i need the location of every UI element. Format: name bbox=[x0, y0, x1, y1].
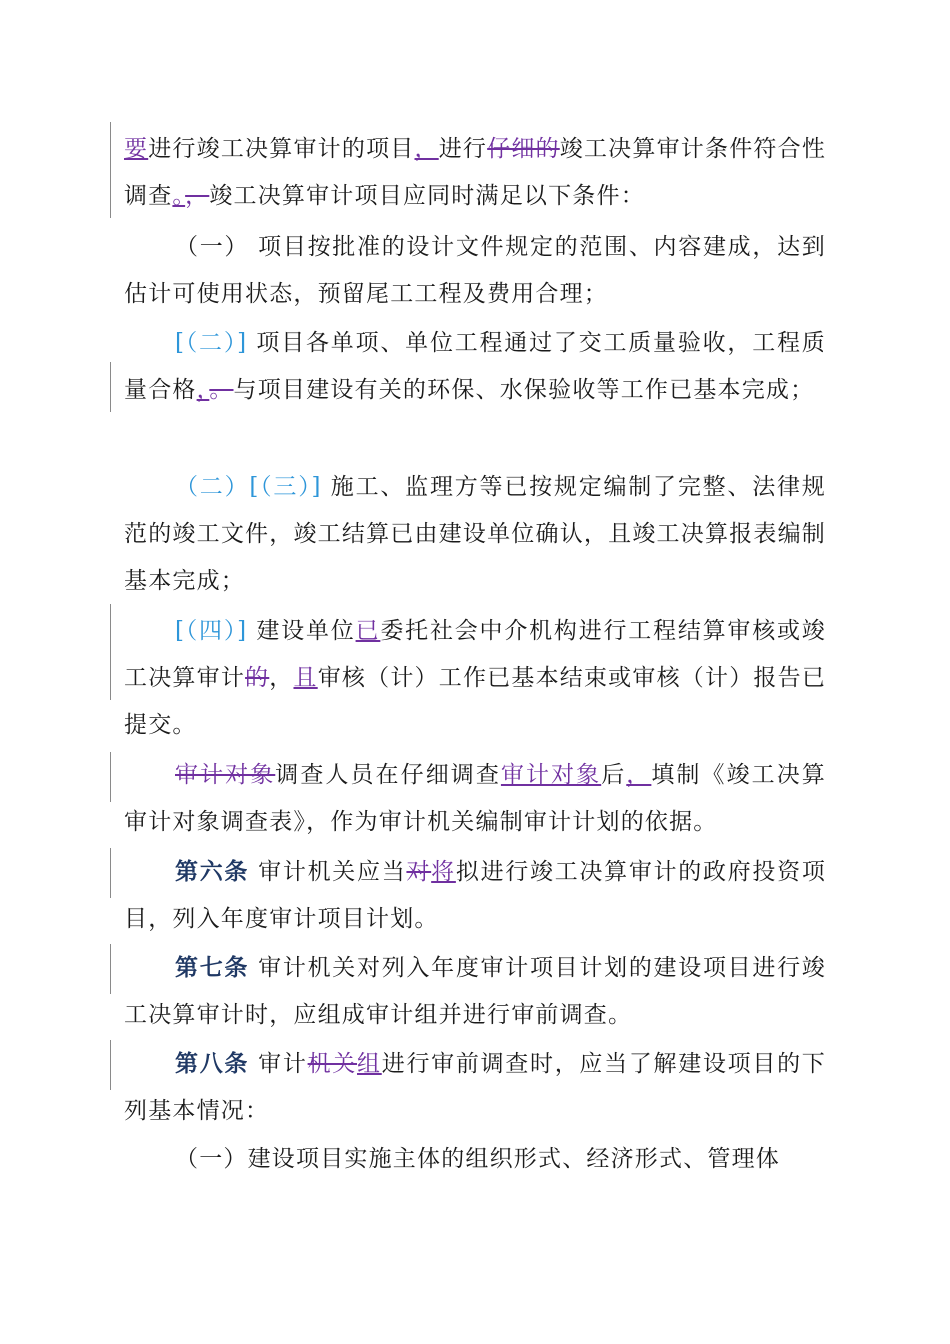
deleted-text: 仔细的 bbox=[487, 136, 560, 162]
paragraph-1: 要进行竣工决算审计的项目，进行仔细的竣工决算审计条件符合性调查。，竣工决算审计项目应同时满足以下条件： bbox=[124, 136, 827, 209]
inserted-text: ， bbox=[414, 136, 439, 162]
inserted-text: 且 bbox=[293, 665, 318, 691]
paragraph-2: （一） 项目按批准的设计文件规定的范围、内容建成，达到估计可使用状态，预留尾工工程及费用合理； bbox=[124, 234, 826, 307]
bracket-marker: （二）[（三）] bbox=[175, 474, 322, 500]
deleted-text: ， bbox=[185, 183, 210, 209]
inserted-text: ， bbox=[196, 377, 210, 403]
deleted-text: 审计对象 bbox=[175, 762, 276, 788]
bracket-marker: [（二）] bbox=[175, 330, 248, 356]
article-heading: 第六条 bbox=[175, 858, 250, 885]
change-bar bbox=[110, 122, 111, 218]
article-8: 第八条 审计机关组进行审前调查时，应当了解建设项目的下列基本情况： bbox=[124, 1050, 826, 1124]
inserted-text: 要 bbox=[124, 136, 149, 162]
inserted-text: 将 bbox=[431, 859, 456, 885]
change-bar bbox=[110, 362, 111, 412]
inserted-text: 审计对象 bbox=[500, 762, 602, 788]
paragraph-5: [（四）] 建设单位已委托社会中介机构进行工程结算审核或竣工决算审计的，且审核（计）工作已基本结束或审核（计）报告已提交。 bbox=[124, 618, 827, 738]
inserted-text: 组 bbox=[357, 1051, 382, 1077]
article-7: 第七条 审计机关对列入年度审计项目计划的建设项目进行竣工决算审计时，应组成审计组并进行审前调查。 bbox=[124, 954, 826, 1028]
article-heading: 第七条 bbox=[175, 954, 250, 981]
article-heading: 第八条 bbox=[175, 1050, 250, 1077]
paragraph-last: （一）建设项目实施主体的组织形式、经济形式、管理体 bbox=[175, 1146, 780, 1172]
paragraph-4: （二）[（三）] 施工、监理方等已按规定编制了完整、法律规范的竣工文件，竣工结算已由建设单位确认，且竣工决算报表编制基本完成； bbox=[124, 474, 827, 594]
paragraph-6: 审计对象调查人员在仔细调查审计对象后，填制《竣工决算审计对象调查表》，作为审计机关编制审计计划的依据。 bbox=[124, 762, 826, 835]
change-bar bbox=[110, 944, 111, 994]
deleted-text: 机关 bbox=[307, 1051, 358, 1077]
change-bar bbox=[110, 848, 111, 898]
change-bar bbox=[110, 1040, 111, 1090]
deleted-text: 。 bbox=[209, 377, 234, 403]
change-bar bbox=[110, 604, 111, 700]
paragraph-3: [（二）] 项目各单项、单位工程通过了交工质量验收，工程质量合格，。与项目建设有关的环保、水保验收等工作已基本完成； bbox=[124, 330, 826, 403]
article-6: 第六条 审计机关应当对将拟进行竣工决算审计的政府投资项目，列入年度审计项目计划。 bbox=[124, 858, 827, 932]
inserted-text: 已 bbox=[355, 618, 381, 644]
deleted-text: 的 bbox=[245, 665, 270, 691]
inserted-text: ， bbox=[626, 762, 652, 788]
inserted-text: 。 bbox=[172, 183, 186, 209]
change-bar bbox=[110, 752, 111, 802]
bracket-marker: [（四）] bbox=[175, 618, 248, 644]
deleted-text: 对 bbox=[406, 859, 432, 885]
